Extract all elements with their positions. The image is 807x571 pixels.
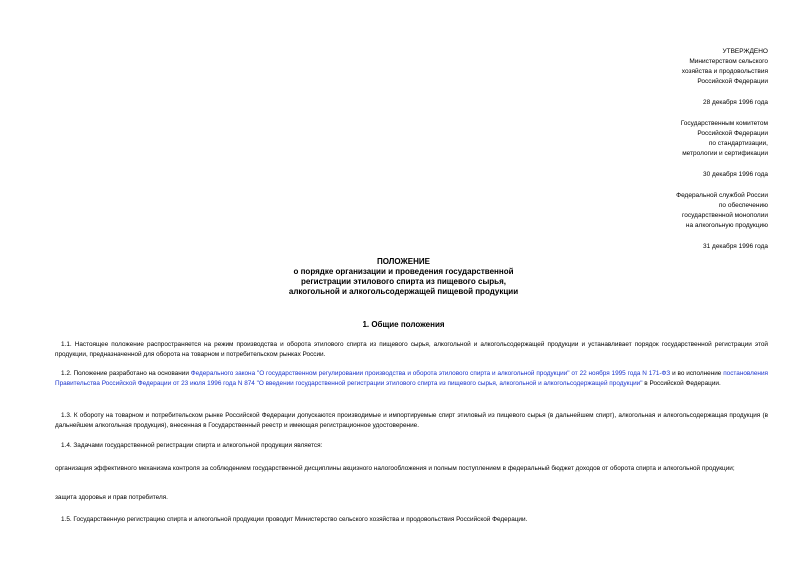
paragraph-1-1 bbox=[55, 340, 768, 360]
paragraph-text: 1.5. Государственную регистрацию спирта и алкогольной продукции проводит Министерство сельского хозяйства и продовольствия Российской Федерации. bbox=[61, 516, 528, 523]
paragraph-text: 1.1. Настоящее положение распространяется на режим производства и оборота этилового спирта из пищевого сырья, алкогольной и алкогольсодержащей продукции и устанавливает порядок государственной регистрации этой продукции, предназначенной для оборота на товарном и потребительском рынках России. bbox=[55, 341, 768, 358]
title-line: о порядке организации и проведения государственной bbox=[293, 267, 514, 276]
paragraph-1-3 bbox=[55, 411, 768, 431]
approval-line: метрологии и сертификации bbox=[682, 150, 768, 157]
paragraph-text: в Российской Федерации. bbox=[642, 380, 721, 387]
paragraph-text: и во исполнение bbox=[670, 370, 724, 377]
approval-line: государственной монополии bbox=[682, 212, 768, 219]
paragraph-text: 1.3. К обороту на товарном и потребительском рынке Российской Федерации допускаются производимые и импортируемые спирт этиловый из пищевого сырья (в дальнейшем спирт), алкогольная и алкогольсодержащая продукция (в дальнейшем алкогольная продукция), внесенная в Государственный реестр и имеющая регистрационное удостоверение. bbox=[55, 412, 768, 429]
approval-line: Государственным комитетом bbox=[680, 120, 768, 127]
paragraph-1-2 bbox=[55, 369, 768, 389]
title-line: ПОЛОЖЕНИЕ bbox=[377, 257, 430, 266]
approval-line: на алкогольную продукцию bbox=[685, 222, 768, 229]
title-line: регистрации этилового спирта из пищевого сырья, bbox=[301, 277, 506, 286]
approval-block bbox=[568, 47, 768, 252]
approval-line: хозяйства и продовольствия bbox=[681, 68, 768, 75]
approval-line: по стандартизации, bbox=[708, 140, 768, 147]
document-title bbox=[0, 257, 807, 297]
approval-line: Российской Федерации bbox=[697, 130, 768, 137]
paragraph-text: 1.4. Задачами государственной регистрации спирта и алкогольной продукции является: bbox=[61, 442, 323, 449]
paragraph-1-4 bbox=[55, 441, 768, 451]
approval-line: по обеспечению bbox=[718, 202, 768, 209]
paragraph-1-5 bbox=[55, 515, 768, 525]
approval-heading: УТВЕРЖДЕНО bbox=[722, 48, 768, 55]
government-decree-link[interactable]: постановления Правительства Российской Федерации от 23 июля 1996 года N 874 "О введении государственной регистрации этилового спирта из пищевого сырья, алкогольной и алкогольсодержащей продукции" bbox=[55, 370, 768, 387]
approval-line: Министерством сельского bbox=[689, 58, 768, 65]
paragraph-task-2 bbox=[55, 493, 768, 503]
federal-law-link[interactable]: Федерального закона "О государственном регулировании производства и оборота этилового спирта и алкогольной продукции" от 22 ноября 1995 года N 171-ФЗ bbox=[190, 370, 671, 377]
approval-date: 31 декабря 1996 года bbox=[702, 243, 768, 250]
approval-date: 28 декабря 1996 года bbox=[702, 99, 768, 106]
paragraph-text: защита здоровья и прав потребителя. bbox=[55, 494, 168, 501]
section-heading: 1. Общие положения bbox=[362, 320, 445, 329]
title-line: алкогольной и алкогольсодержащей пищевой продукции bbox=[288, 287, 519, 296]
approval-date: 30 декабря 1996 года bbox=[702, 171, 768, 178]
paragraph-task-1 bbox=[55, 464, 768, 474]
paragraph-text: 1.2. Положение разработано на основании bbox=[61, 370, 191, 377]
paragraph-text: организация эффективного механизма контроля за соблюдением государственной дисциплины акцизного налогообложения и полным поступлением в федеральный бюджет доходов от оборота спирта и алкогольной продукции; bbox=[55, 465, 735, 472]
approval-line: Федеральной службой России bbox=[676, 192, 768, 199]
approval-line: Российской Федерации bbox=[697, 78, 768, 85]
